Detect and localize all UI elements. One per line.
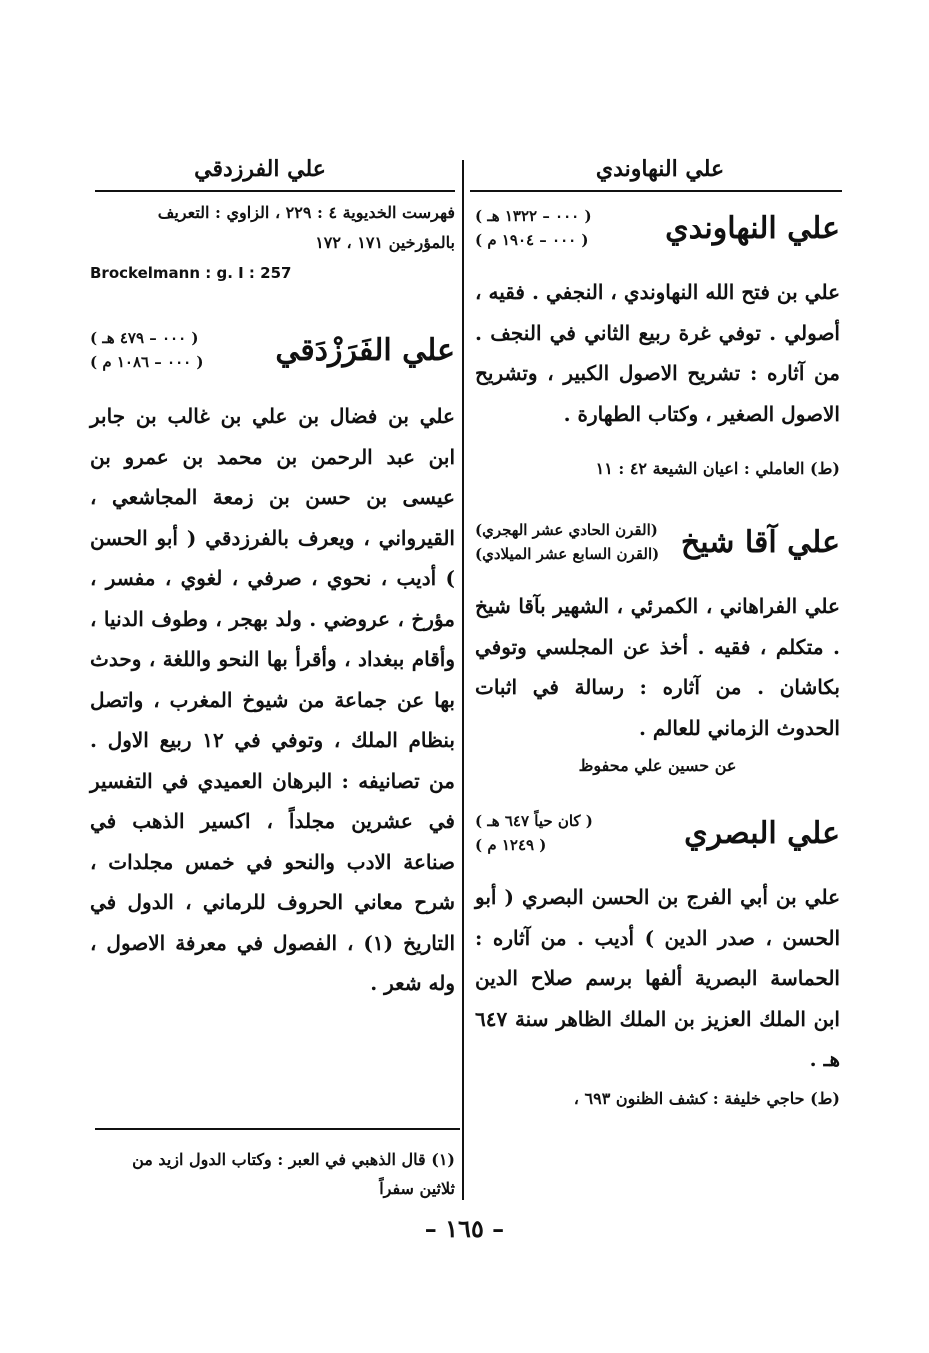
running-header-left: علي الفرزدقي: [194, 156, 326, 182]
entry-name: علي البصري: [684, 815, 840, 851]
running-header-right: علي النهاوندي: [595, 156, 725, 182]
footnote-rule: [95, 1128, 460, 1130]
page-number: – ١٦٥ –: [424, 1214, 505, 1243]
brockelmann-reference: Brockelmann : g. I : 257: [90, 264, 292, 282]
header-rule-right: [470, 190, 842, 192]
entry-name: علي آقا شيخ: [680, 524, 840, 560]
dates-hijri: ( ٠٠٠ – ١٣٢٢ هـ ): [475, 207, 592, 225]
entry-body: علي الفراهاني ، الكمرئي ، الشهير بآقا شيخ . متكلم ، فقيه . أخذ عن المجلسي وتوفي بكاشان . من آثاره : رسالة في اثبات الحدوث الزماني للعالم .: [475, 594, 840, 740]
dates-gregorian: (القرن السابع عشر الميلادي): [475, 545, 660, 563]
dates-gregorian: ( ٠٠٠ – ١٩٠٤ م ): [475, 231, 589, 249]
entry-name: علي الفَرَزْدَقي: [275, 332, 455, 368]
left-column: [90, 198, 455, 1004]
entry-heading-nahawandi: [475, 204, 840, 252]
entry-heading-basri: [475, 809, 840, 857]
entry-body: علي بن أبي الفرج بن الحسن البصري ( أبو الحسن ، صدر الدين ) أديب . من آثاره : الحماسة البصرية ألفها برسم صلاح الدين ابن الملك العزيز بن الملك الظاهر سنة ٦٤٧ هـ .: [475, 885, 840, 1071]
header-rule-left: [95, 190, 455, 192]
entry-body: علي بن فتح الله النهاوندي ، النجفي . فقيه ، أصولي . توفي غرة ربيع الثاني في النجف . من آثاره : تشريح الاصول الكبير ، وتشريح الاصول الصغير ، وكتاب الطهارة .: [475, 280, 840, 426]
entry-name: علي النهاوندي: [665, 210, 840, 246]
entry-reference: (ط) حاجي خليفة : كشف الظنون ٦٩٣ ،: [573, 1088, 840, 1108]
entry-heading-aqa-shaykh: [475, 518, 840, 566]
dates-gregorian: ( ٠٠٠ – ١٠٨٦ م ): [90, 353, 204, 371]
continued-references: فهرست الخديوية ٤ : ٢٢٩ ، الزاوي : التعريف بالمؤرخين ١٧١ ، ١٧٢: [157, 203, 455, 252]
entry-dates: [475, 518, 659, 566]
dates-hijri: ( ٠٠٠ – ٤٧٩ هـ ): [90, 329, 199, 347]
entry-dates: [475, 809, 593, 857]
dates-gregorian: ( ١٢٤٩ م ): [475, 836, 547, 854]
entry-source-note: عن حسين علي محفوظ: [578, 756, 737, 775]
entry-heading-farazdaqi: [90, 326, 455, 374]
dates-hijri: ( كان حياً ٦٤٧ هـ ): [475, 812, 593, 830]
entry-dates: [90, 326, 204, 374]
entry-reference: (ط) العاملي : اعيان الشيعة ٤٢ : ١١: [595, 459, 840, 478]
right-column: [475, 198, 840, 1114]
dates-hijri: (القرن الحادي عشر الهجري): [475, 521, 658, 539]
entry-dates: [475, 204, 592, 252]
column-separator: [462, 160, 464, 1200]
entry-body: علي بن فضال بن علي بن غالب بن جابر ابن عبد الرحمن بن محمد بن عمرو بن عيسى بن حسن بن زمعة المجاشعي ، القيرواني ، ويعرف بالفرزدقي ( أبو الحسن ) أديب ، نحوي ، صرفي ، لغوي ، مفسر ، مؤرخ ، عروضي . ولد بهجر ، وطوف الدنيا ، وأقام ببغداد ، وأقرأ بها النحو واللغة ، وحدث بها عن جماعة من شيوخ المغرب ، واتصل بنظام الملك ، وتوفي في ١٢ ربيع الاول . من تصانيفه : البرهان العميدي في التفسير في عشرين مجلداً ، اكسير الذهب في صناعة الادب والنحو في خمس مجلدات ، شرح معاني الحروف للرماني ، الدول في التاريخ (١) ، الفصول في معرفة الاصول ، وله شعر .: [90, 404, 456, 995]
footnote: (١) قال الذهبي في العبر : وكتاب الدول ازيد من ثلاثين سفراً: [132, 1150, 455, 1198]
